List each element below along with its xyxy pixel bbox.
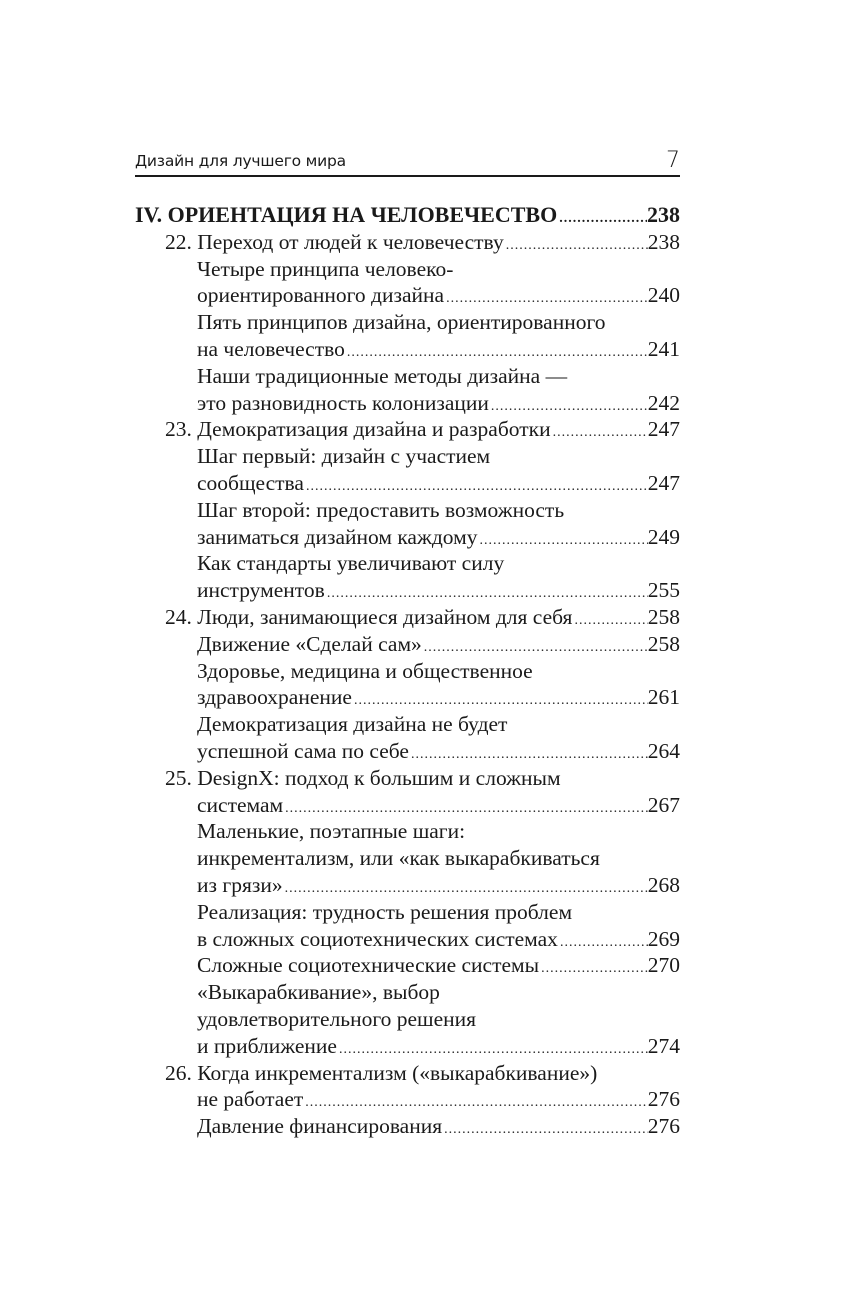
toc-page-number: 264	[647, 738, 680, 763]
toc-entry-chapter[interactable]	[135, 416, 680, 443]
dot-leader	[283, 792, 648, 819]
dot-leader	[442, 1113, 648, 1140]
toc-page-number: 276	[647, 1114, 680, 1139]
toc-line	[135, 1060, 680, 1087]
toc-entry-title: инструментов	[197, 578, 325, 603]
toc-line	[135, 336, 680, 363]
toc-line	[135, 497, 680, 524]
page-number: 7	[666, 148, 680, 173]
toc-entry-title: Шаг второй: предоставить возможность	[197, 497, 565, 522]
toc-page-number: 269	[647, 926, 680, 951]
toc-entry-title: Четыре принципа человеко-	[197, 256, 454, 281]
toc-entry-title: Здоровье, медицина и общественное	[197, 658, 533, 683]
toc-page-number: 249	[647, 524, 680, 549]
toc-entry-title: в сложных социотехнических системах	[197, 926, 558, 951]
toc-entry-title: системам	[197, 792, 284, 817]
toc-page-number: 274	[647, 1033, 680, 1058]
toc-page-number: 247	[647, 417, 680, 442]
dot-leader	[422, 631, 648, 658]
toc-line	[135, 390, 680, 417]
dot-leader	[551, 416, 648, 443]
running-header	[135, 143, 680, 177]
toc-line	[135, 711, 680, 738]
toc-line	[135, 872, 680, 899]
toc-line	[135, 229, 680, 256]
toc-entry-title: IV. ОРИЕНТАЦИЯ НА ЧЕЛОВЕЧЕСТВО	[135, 202, 558, 227]
toc-entry-chapter[interactable]	[135, 1060, 680, 1114]
dot-leader	[572, 604, 647, 631]
toc-entry-section[interactable]	[135, 818, 680, 898]
toc-line	[135, 1113, 680, 1140]
toc-entry-title: сообщества	[197, 470, 304, 495]
toc-entry-title: 25. DesignX: подход к большим и сложным	[165, 765, 561, 790]
toc-line	[135, 926, 680, 953]
toc-line	[135, 899, 680, 926]
toc-entry-title: «Выкарабкивание», выбор	[197, 980, 440, 1005]
dot-leader	[477, 524, 647, 551]
toc-line	[135, 604, 680, 631]
toc-entry-section[interactable]	[135, 658, 680, 712]
toc-line	[135, 443, 680, 470]
toc-entry-title: Движение «Сделай сам»	[197, 631, 422, 656]
dot-leader	[489, 390, 648, 417]
toc-line	[135, 818, 680, 845]
toc-entry-title: инкрементализм, или «как выкарабкиваться	[197, 846, 600, 871]
toc-entry-section[interactable]	[135, 711, 680, 765]
toc-line	[135, 282, 680, 309]
toc-entry-title: успешной сама по себе	[197, 738, 409, 763]
toc-entry-title: Сложные социотехнические системы	[197, 953, 540, 978]
toc-entry-section[interactable]	[135, 363, 680, 417]
toc-entry-title: Пять принципов дизайна, ориентированного	[197, 310, 606, 335]
toc-page-number: 238	[647, 229, 680, 254]
toc-line	[135, 550, 680, 577]
toc-entry-section[interactable]	[135, 497, 680, 551]
toc-line	[135, 658, 680, 685]
toc-entry-title: ориентированного дизайна	[197, 283, 445, 308]
dot-leader	[557, 202, 647, 229]
toc-line	[135, 1006, 680, 1033]
toc-line	[135, 738, 680, 765]
toc-entry-chapter[interactable]	[135, 604, 680, 631]
toc-entry-title: 26. Когда инкрементализм («выкарабкивание»)	[165, 1060, 598, 1085]
toc-line	[135, 470, 680, 497]
toc-line	[135, 765, 680, 792]
toc-line	[135, 684, 680, 711]
dot-leader	[504, 229, 648, 256]
toc-entry-part[interactable]	[135, 202, 680, 229]
toc-entry-title: 22. Переход от людей к человечеству	[165, 229, 504, 254]
toc-line	[135, 979, 680, 1006]
toc-entry-title: и приближение	[197, 1033, 337, 1058]
running-title: Дизайн для лучшего мира	[135, 152, 346, 170]
toc-entry-section[interactable]	[135, 899, 680, 953]
dot-leader	[304, 470, 648, 497]
toc-entry-section[interactable]	[135, 550, 680, 604]
dot-leader	[444, 282, 648, 309]
toc-page-number: 247	[647, 470, 680, 495]
toc-entry-chapter[interactable]	[135, 765, 680, 819]
toc-entry-title: 24. Люди, занимающиеся дизайном для себя	[165, 604, 573, 629]
toc-entry-title: Как стандарты увеличивают силу	[197, 551, 505, 576]
toc-entry-section[interactable]	[135, 443, 680, 497]
toc-line	[135, 309, 680, 336]
toc-entry-title: на человечество	[197, 336, 345, 361]
dot-leader	[539, 952, 648, 979]
dot-leader	[337, 1033, 648, 1060]
toc-entry-title: из грязи»	[197, 872, 283, 897]
dot-leader	[558, 926, 648, 953]
toc-line	[135, 416, 680, 443]
dot-leader	[345, 336, 648, 363]
toc-entry-title: Шаг первый: дизайн с участием	[197, 444, 491, 469]
toc-page-number: 270	[647, 953, 680, 978]
toc-entry-section[interactable]	[135, 979, 680, 1059]
toc-page-number: 258	[647, 604, 680, 629]
toc-entry-title: Наши традиционные методы дизайна —	[197, 363, 568, 388]
toc-entry-section[interactable]	[135, 309, 680, 363]
toc-entry-title: заниматься дизайном каждому	[197, 524, 478, 549]
toc-page-number: 276	[647, 1087, 680, 1112]
toc-entry-title: Демократизация дизайна не будет	[197, 712, 508, 737]
toc-entry-title: Реализация: трудность решения проблем	[197, 899, 573, 924]
toc-entry-title: Маленькие, поэтапные шаги:	[197, 819, 466, 844]
toc-entry-title: здравоохранение	[197, 685, 352, 710]
toc-line	[135, 524, 680, 551]
toc-entry-section[interactable]	[135, 1113, 680, 1140]
toc-entry-title: удовлетворительного решения	[197, 1006, 477, 1031]
toc-entry-section[interactable]	[135, 631, 680, 658]
toc-page-number: 261	[647, 685, 680, 710]
toc-entry-title: Давление финансирования	[197, 1114, 443, 1139]
dot-leader	[352, 684, 648, 711]
toc-page-number: 242	[647, 390, 680, 415]
toc-entry-title: не работает	[197, 1087, 304, 1112]
toc-entry-section[interactable]	[135, 952, 680, 979]
toc-line	[135, 631, 680, 658]
toc-line	[135, 952, 680, 979]
toc-line	[135, 792, 680, 819]
dot-leader	[303, 1086, 647, 1113]
toc-line	[135, 1033, 680, 1060]
toc-line	[135, 363, 680, 390]
toc-page-number: 268	[647, 872, 680, 897]
toc-page-number: 238	[647, 202, 680, 227]
toc-entry-title: 23. Демократизация дизайна и разработки	[165, 417, 551, 442]
table-of-contents	[135, 202, 680, 1140]
toc-line	[135, 202, 680, 229]
toc-line	[135, 256, 680, 283]
toc-page-number: 255	[647, 578, 680, 603]
toc-entry-section[interactable]	[135, 256, 680, 310]
toc-page-number: 267	[647, 792, 680, 817]
dot-leader	[325, 577, 648, 604]
toc-entry-title: это разновидность колонизации	[197, 390, 489, 415]
toc-line	[135, 577, 680, 604]
dot-leader	[283, 872, 648, 899]
toc-page-number: 241	[647, 336, 680, 361]
toc-line	[135, 845, 680, 872]
toc-page-number: 258	[647, 631, 680, 656]
toc-entry-chapter[interactable]	[135, 229, 680, 256]
toc-page-number: 240	[647, 283, 680, 308]
dot-leader	[409, 738, 648, 765]
toc-line	[135, 1086, 680, 1113]
